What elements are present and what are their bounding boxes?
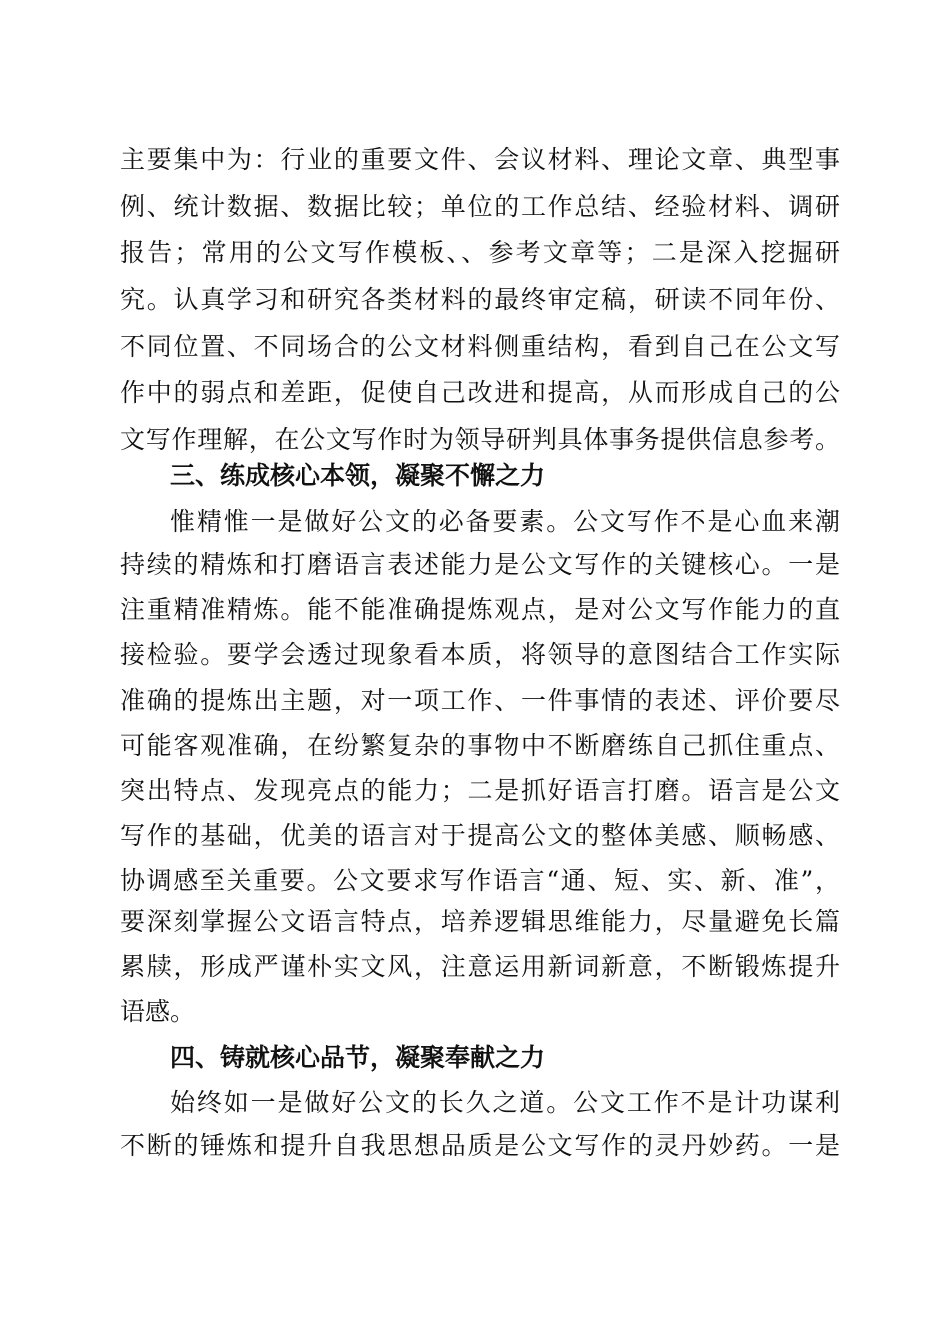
body-text-line: 要深刻掌握公文语言特点，培养逻辑思维能力，尽量避免长篇: [120, 907, 840, 936]
paragraph-first-line: 始终如一是做好公文的长久之道。公文工作不是计功谋利: [170, 1088, 840, 1117]
body-text-line: 文写作理解，在公文写作时为领导研判具体事务提供信息参考。: [120, 425, 840, 454]
body-text-line: 语感。: [120, 997, 196, 1026]
body-text-line: 作中的弱点和差距，促使自己改进和提高，从而形成自己的公: [120, 378, 840, 407]
body-text-line: 报告；常用的公文写作模板、、参考文章等；二是深入挖掘研: [120, 238, 840, 267]
body-text-line: 例、统计数据、数据比较；单位的工作总结、经验材料、调研: [120, 192, 840, 221]
section-heading-3: 三、练成核心本领，凝聚不懈之力: [170, 461, 546, 490]
body-text-line: 究。认真学习和研究各类材料的最终审定稿，研读不同年份、: [120, 285, 840, 314]
body-text-line: 可能客观准确，在纷繁复杂的事物中不断磨练自己抓住重点、: [120, 731, 840, 760]
section-heading-4: 四、铸就核心品节，凝聚奉献之力: [170, 1043, 546, 1072]
body-text-line: 突出特点、发现亮点的能力；二是抓好语言打磨。语言是公文: [120, 776, 840, 805]
body-text-line: 接检验。要学会透过现象看本质，将领导的意图结合工作实际: [120, 640, 840, 669]
body-text-line: 准确的提炼出主题，对一项工作、一件事情的表述、评价要尽: [120, 686, 840, 715]
body-text-line: 协调感至关重要。公文要求写作语言“通、短、实、新、准”，: [120, 866, 840, 895]
body-text-line: 累牍，形成严谨朴实文风，注意运用新词新意，不断锻炼提升: [120, 952, 840, 981]
body-text-line: 写作的基础，优美的语言对于提高公文的整体美感、顺畅感、: [120, 821, 840, 850]
body-text-line: 注重精准精炼。能不能准确提炼观点，是对公文写作能力的直: [120, 595, 840, 624]
body-text-line: 不同位置、不同场合的公文材料侧重结构，看到自己在公文写: [120, 332, 840, 361]
body-text-line: 主要集中为：行业的重要文件、会议材料、理论文章、典型事: [120, 145, 840, 174]
body-text-line: 不断的锤炼和提升自我思想品质是公文写作的灵丹妙药。一是: [120, 1131, 840, 1160]
paragraph-first-line: 惟精惟一是做好公文的必备要素。公文写作不是心血来潮: [170, 507, 840, 536]
body-text-line: 持续的精炼和打磨语言表述能力是公文写作的关键核心。一是: [120, 550, 840, 579]
